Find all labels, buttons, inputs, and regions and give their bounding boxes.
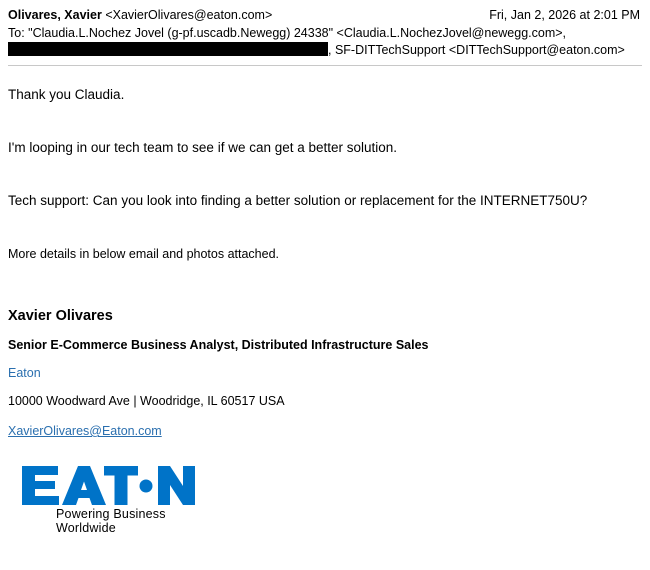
eaton-logo-icon	[18, 464, 210, 510]
recipients-line-1	[8, 25, 642, 42]
logo-tagline: Powering Business Worldwide	[56, 507, 166, 535]
company-link[interactable]: Eaton	[8, 366, 41, 380]
email-header	[0, 0, 650, 66]
recipient-primary: "Claudia.L.Nochez Jovel (g-pf.uscadb.Newegg) 24338" <Claudia.L.NochezJovel@newegg.com>,	[28, 26, 567, 40]
signature-company	[8, 352, 642, 380]
signature-address: 10000 Woodward Ave | Woodridge, IL 60517 USA	[8, 394, 285, 408]
eaton-logo	[18, 464, 210, 535]
email-body	[0, 66, 650, 261]
email-signature	[0, 261, 650, 438]
logo-area	[0, 438, 650, 535]
signature-name: Xavier Olivares	[8, 308, 113, 324]
to-label: To:	[8, 26, 25, 40]
body-paragraph-1: I'm looping in our tech team to see if we can get a better solution.	[8, 140, 398, 155]
email-link[interactable]: XavierOlivares@Eaton.com	[8, 424, 162, 438]
body-paragraph-3: More details in below email and photos attached.	[8, 247, 279, 261]
message-date: Fri, Jan 2, 2026 at 2:01 PM	[489, 8, 640, 22]
header-top-row	[8, 7, 642, 24]
signature-title: Senior E-Commerce Business Analyst, Distributed Infrastructure Sales	[8, 338, 429, 352]
sender-address: <XavierOlivares@eaton.com>	[105, 8, 273, 22]
redacted-recipient-block	[8, 42, 328, 56]
recipients-block	[8, 25, 642, 59]
body-greeting: Thank you Claudia.	[8, 87, 125, 102]
signature-email	[8, 408, 642, 438]
recipient-secondary: , SF-DITTechSupport <DITTechSupport@eaton.com>	[328, 43, 625, 57]
recipients-line-2	[8, 42, 642, 59]
body-paragraph-2: Tech support: Can you look into finding a better solution or replacement for the INTERNET750U?	[8, 193, 588, 208]
sender-line	[8, 7, 272, 24]
sender-name: Olivares, Xavier	[8, 8, 102, 22]
